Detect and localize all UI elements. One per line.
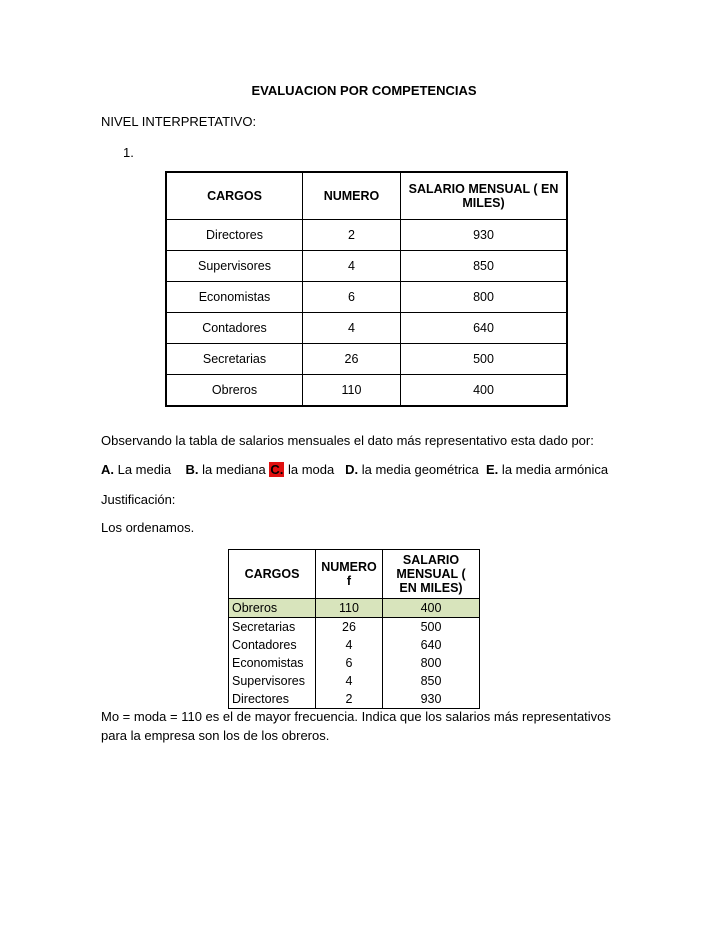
cell-cargo: Directores [229,690,316,709]
cell-salario: 400 [383,599,480,618]
table-row [166,251,567,282]
sorted-table-header [229,550,480,599]
ordering-text: Los ordenamos. [101,520,195,535]
document-title: EVALUACION POR COMPETENCIAS [251,83,477,98]
answer-options [101,462,608,477]
cell-salario: 800 [401,282,568,313]
header-numero-f: NUMERO f [316,550,383,599]
cell-salario: 640 [401,313,568,344]
cell-cargo: Secretarias [166,344,303,375]
cell-cargo: Obreros [229,599,316,618]
cell-cargo: Secretarias [229,618,316,637]
option-a-letter: A. [101,462,114,477]
table-row [166,313,567,344]
cell-cargo: Contadores [166,313,303,344]
table-row [166,282,567,313]
option-e-text: la media armónica [498,462,609,477]
option-d-letter: D. [345,462,359,477]
table-row [229,618,480,637]
table-row-highlighted [229,599,480,618]
cell-salario: 850 [401,251,568,282]
cell-numero: 4 [316,636,383,654]
cell-cargo: Economistas [229,654,316,672]
table-row [229,672,480,690]
table-row [229,690,480,709]
cell-numero: 6 [316,654,383,672]
cell-salario: 850 [383,672,480,690]
table-row [229,654,480,672]
cell-cargo: Obreros [166,375,303,407]
table-row [166,375,567,407]
item-number: 1. [123,145,134,160]
cell-numero: 4 [303,313,401,344]
cell-salario: 500 [401,344,568,375]
cell-salario: 930 [401,220,568,251]
cell-cargo: Supervisores [229,672,316,690]
header-numero: NUMERO [303,172,401,220]
salary-table [165,171,568,407]
conclusion-line-2: para la empresa son los de los obreros. [101,728,330,743]
header-cargos: CARGOS [166,172,303,220]
cell-numero: 110 [303,375,401,407]
option-a-text: La media [114,462,172,477]
cell-numero: 2 [316,690,383,709]
level-heading: NIVEL INTERPRETATIVO: [101,114,257,129]
cell-salario: 800 [383,654,480,672]
cell-numero: 2 [303,220,401,251]
cell-cargo: Economistas [166,282,303,313]
table-row [166,220,567,251]
option-e-letter: E. [486,462,499,477]
table-row [166,344,567,375]
option-b-letter: B. [185,462,199,477]
cell-salario: 400 [401,375,568,407]
cell-numero: 6 [303,282,401,313]
table-row [229,636,480,654]
option-d-text: la media geométrica [358,462,479,477]
cell-salario: 500 [383,618,480,637]
conclusion-line-1: Mo = moda = 110 es el de mayor frecuencia. Indica que los salarios más representativos [101,709,611,724]
cell-numero: 26 [316,618,383,637]
cell-cargo: Contadores [229,636,316,654]
header-salario: SALARIO MENSUAL ( EN MILES) [401,172,568,220]
cell-numero: 110 [316,599,383,618]
cell-cargo: Directores [166,220,303,251]
cell-numero: 26 [303,344,401,375]
salary-table-header [166,172,567,220]
header-salario: SALARIO MENSUAL ( EN MILES) [383,550,480,599]
cell-numero: 4 [316,672,383,690]
sorted-salary-table [228,549,480,709]
cell-numero: 4 [303,251,401,282]
option-c-letter-highlighted: C. [270,462,284,477]
justification-label: Justificación: [101,492,176,507]
cell-salario: 930 [383,690,480,709]
option-c-text: la moda [284,462,335,477]
header-cargos: CARGOS [229,550,316,599]
question-text: Observando la tabla de salarios mensuales el dato más representativo esta dado por: [101,433,594,448]
cell-cargo: Supervisores [166,251,303,282]
cell-salario: 640 [383,636,480,654]
option-b-text: la mediana [198,462,266,477]
